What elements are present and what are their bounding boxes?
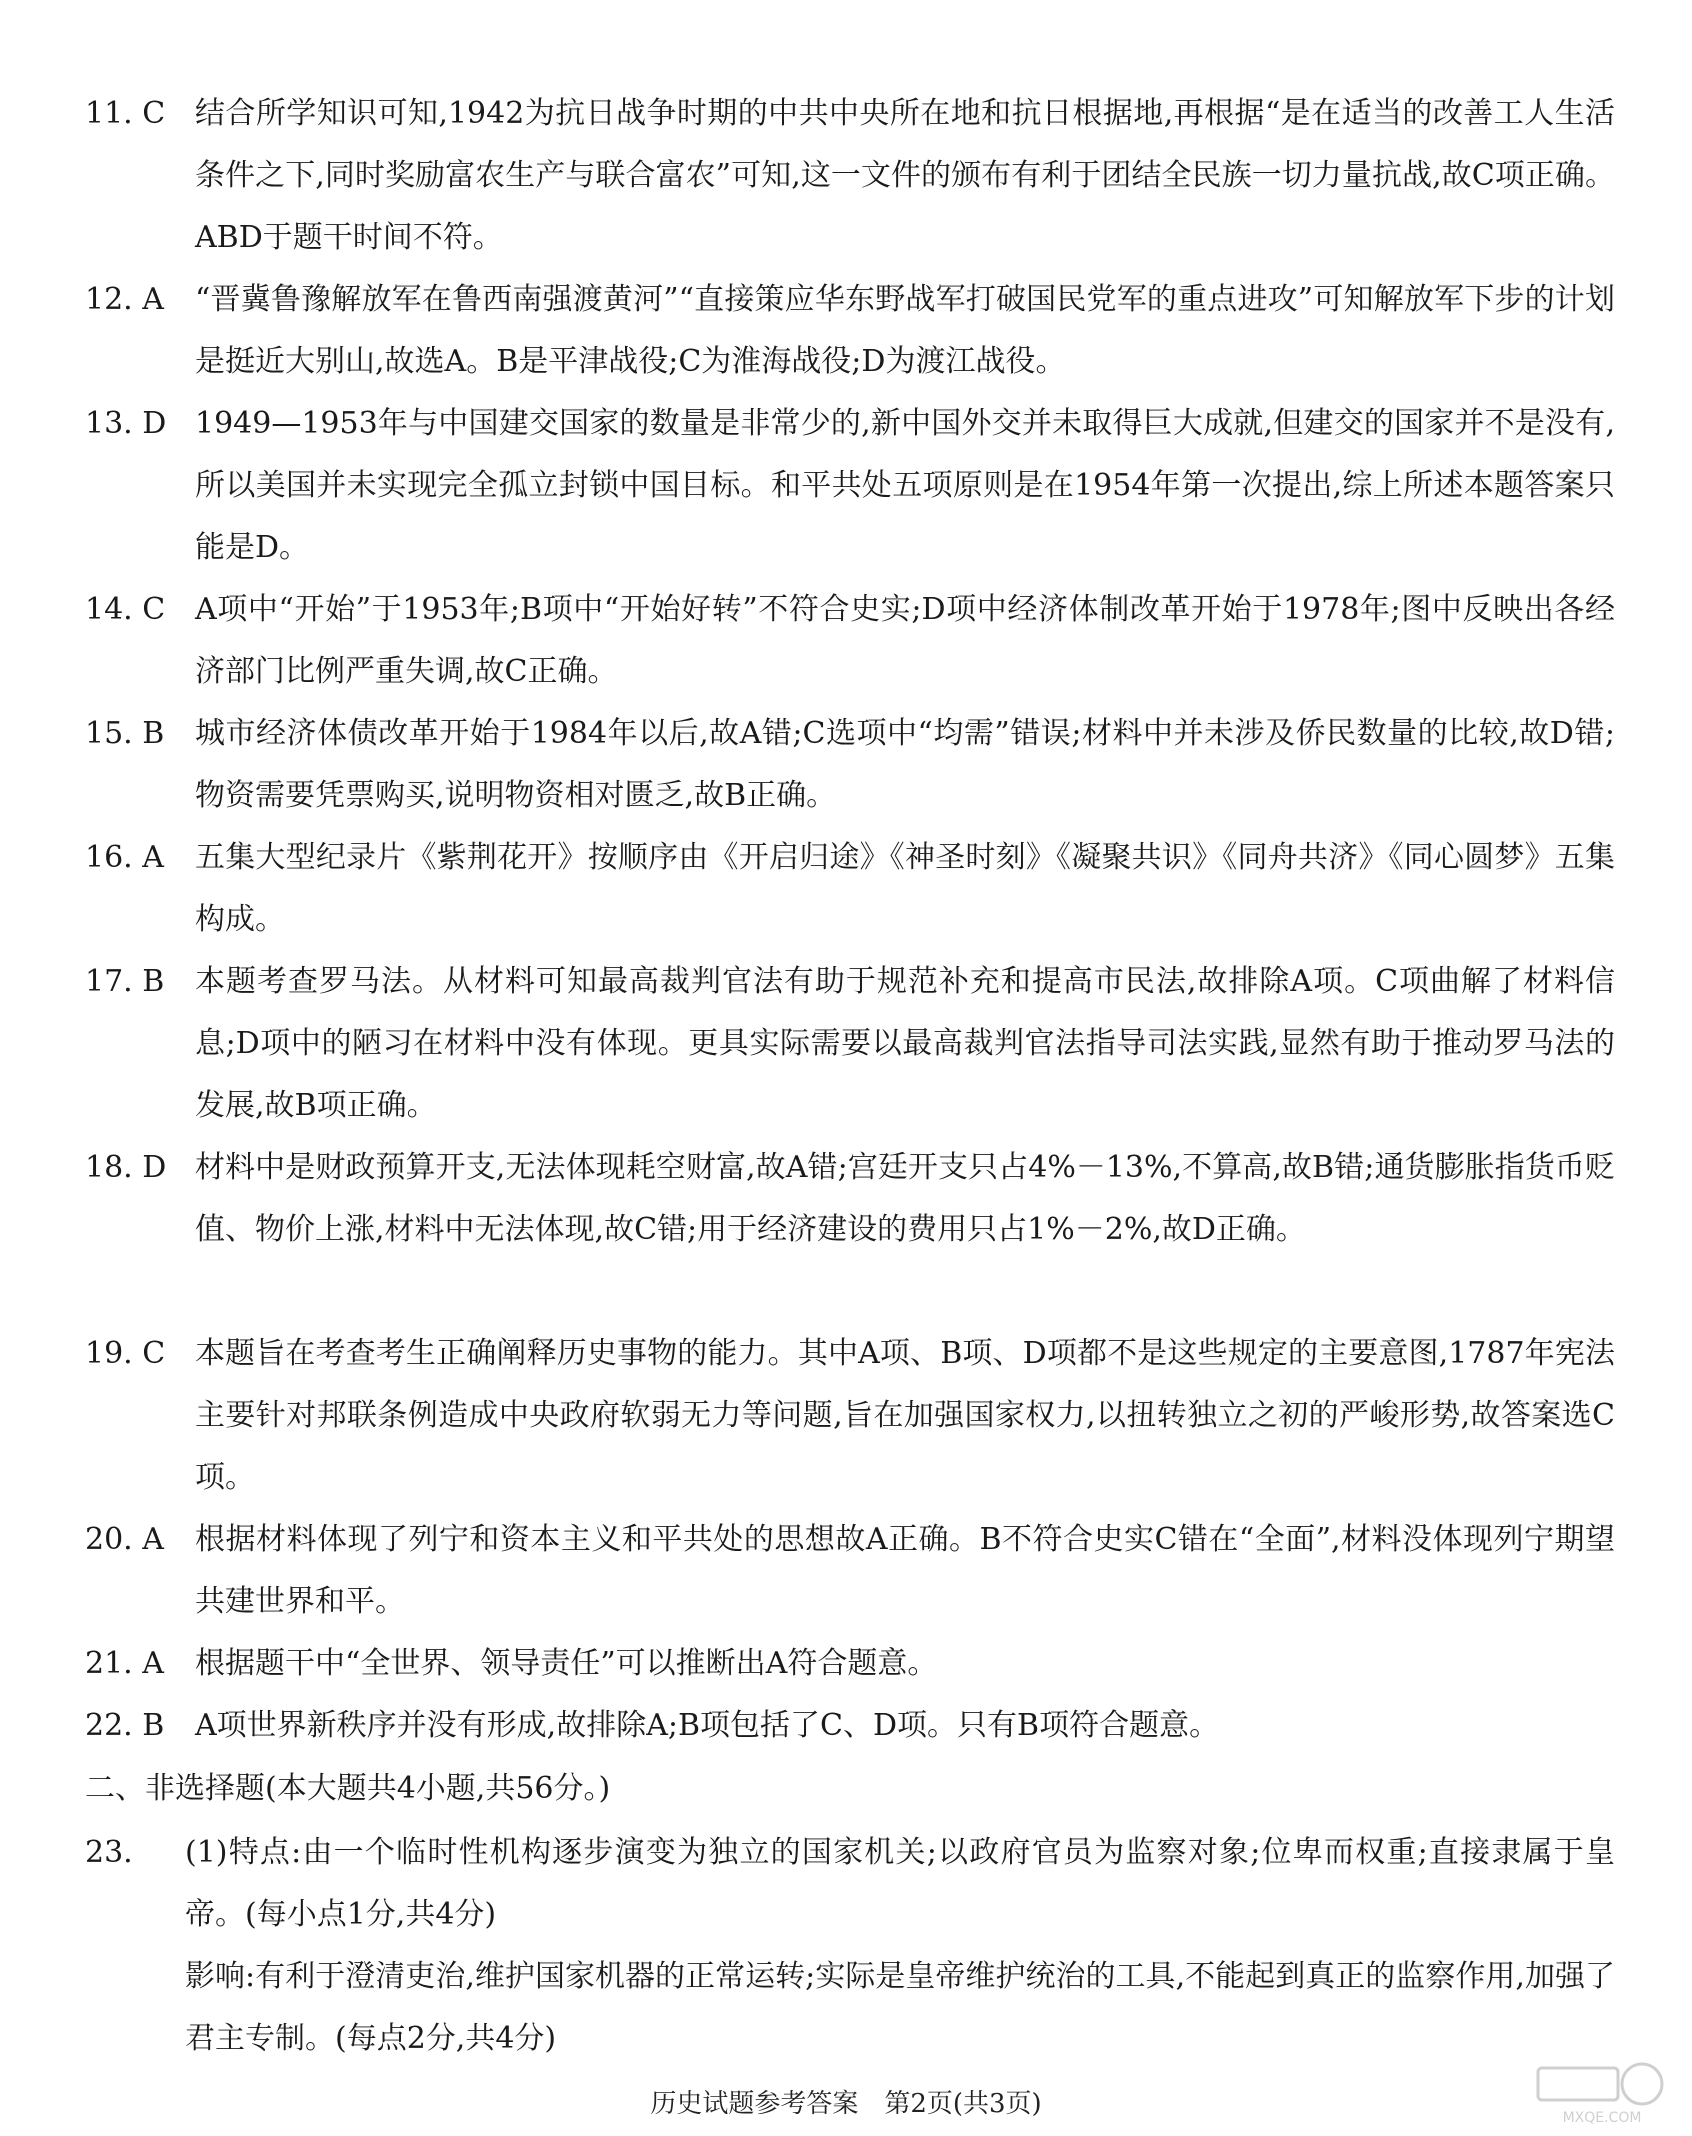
answer-number: 18. D xyxy=(85,1150,167,1185)
answer-number: 20. A xyxy=(85,1522,164,1557)
page-footer: 历史试题参考答案 第2页(共3页) xyxy=(650,2089,1042,2119)
answer-number: 14. C xyxy=(85,592,166,627)
answer-item-13 xyxy=(85,393,1615,579)
answer-explanation: “晋冀鲁豫解放军在鲁西南强渡黄河”“直接策应华东野战军打破国民党军的重点进攻”可知解放军下步的计划是挺近大别山,故选A。B是平津战役;C为淮海战役;D为渡江战役。 xyxy=(195,282,1615,379)
answer-item-14 xyxy=(85,579,1615,703)
answer-explanation: 材料中是财政预算开支,无法体现耗空财富,故A错;宫廷开支只占4%－13%,不算高,故B错;通货膨胀指货币贬值、物价上涨,材料中无法体现,故C错;用于经济建设的费用只占1%－2%,故D正确。 xyxy=(195,1150,1615,1247)
answer-number: 13. D xyxy=(85,406,167,441)
answer-number: 23. xyxy=(85,1835,133,1870)
answer-item-18 xyxy=(85,1137,1615,1261)
watermark-logo-icon xyxy=(1532,2058,1672,2128)
answer-explanation: 结合所学知识可知,1942为抗日战争时期的中共中央所在地和抗日根据地,再根据“是在适当的改善工人生活条件之下,同时奖励富农生产与联合富农”可知,这一文件的颁布有利于团结全民族一切力量抗战,故C项正确。ABD于题干时间不符。 xyxy=(195,96,1615,255)
answer-item-19 xyxy=(85,1323,1615,1509)
answer-explanation: A项中“开始”于1953年;B项中“开始好转”不符合史实;D项中经济体制改革开始于1978年;图中反映出各经济部门比例严重失调,故C正确。 xyxy=(195,592,1615,689)
answer-number: 12. A xyxy=(85,282,164,317)
answer-number: 16. A xyxy=(85,840,164,875)
q23-part-1: (1)特点:由一个临时性机构逐步演变为独立的国家机关;以政府官员为监察对象;位卑而权重;直接隶属于皇帝。(每小点1分,共4分) xyxy=(185,1835,1615,1932)
answer-item-17 xyxy=(85,951,1615,1137)
answer-number: 22. B xyxy=(85,1708,165,1743)
answer-item-21 xyxy=(85,1633,1615,1695)
answer-number: 15. B xyxy=(85,716,165,751)
answer-explanation: 本题旨在考查考生正确阐释历史事物的能力。其中A项、B项、D项都不是这些规定的主要意图,1787年宪法主要针对邦联条例造成中央政府软弱无力等问题,旨在加强国家权力,以扭转独立之初的严峻形势,故答案选C项。 xyxy=(195,1336,1615,1495)
answer-number: 21. A xyxy=(85,1646,164,1681)
answer-item-12 xyxy=(85,269,1615,393)
answer-item-20 xyxy=(85,1509,1615,1633)
section-title: 二、非选择题(本大题共4小题,共56分。) xyxy=(85,1771,611,1806)
q23-part-2: 影响:有利于澄清吏治,维护国家机器的正常运转;实际是皇帝维护统治的工具,不能起到真正的监察作用,加强了君主专制。(每点2分,共4分) xyxy=(185,1959,1615,2056)
answer-number: 19. C xyxy=(85,1336,166,1371)
answer-number: 17. B xyxy=(85,964,165,999)
answer-explanation: A项世界新秩序并没有形成,故排除A;B项包括了C、D项。只有B项符合题意。 xyxy=(195,1708,1220,1743)
watermark-text: MXQE.COM xyxy=(1562,2110,1642,2126)
answer-number: 11. C xyxy=(85,96,166,131)
question-23-answer xyxy=(85,1822,1615,2070)
answer-explanation: 五集大型纪录片《紫荆花开》按顺序由《开启归途》《神圣时刻》《凝聚共识》《同舟共济》《同心圆梦》五集构成。 xyxy=(195,840,1615,937)
answer-item-11 xyxy=(85,83,1615,269)
answer-explanation: 本题考查罗马法。从材料可知最高裁判官法有助于规范补充和提高市民法,故排除A项。C项曲解了材料信息;D项中的陋习在材料中没有体现。更具实际需要以最高裁判官法指导司法实践,显然有助于推动罗马法的发展,故B项正确。 xyxy=(195,964,1615,1123)
answer-explanation: 根据材料体现了列宁和资本主义和平共处的思想故A正确。B不符合史实C错在“全面”,材料没体现列宁期望共建世界和平。 xyxy=(195,1522,1615,1619)
answer-explanation: 城市经济体债改革开始于1984年以后,故A错;C选项中“均需”错误;材料中并未涉及侨民数量的比较,故D错;物资需要凭票购买,说明物资相对匮乏,故B正确。 xyxy=(195,716,1615,813)
answer-item-15 xyxy=(85,703,1615,827)
answer-item-22 xyxy=(85,1695,1615,1757)
answer-item-16 xyxy=(85,827,1615,951)
answer-explanation: 1949—1953年与中国建交国家的数量是非常少的,新中国外交并未取得巨大成就,但建交的国家并不是没有,所以美国并未实现完全孤立封锁中国目标。和平共处五项原则是在1954年第一次提出,综上所述本题答案只能是D。 xyxy=(195,406,1615,565)
answer-explanation: 根据题干中“全世界、领导责任”可以推断出A符合题意。 xyxy=(195,1646,938,1681)
